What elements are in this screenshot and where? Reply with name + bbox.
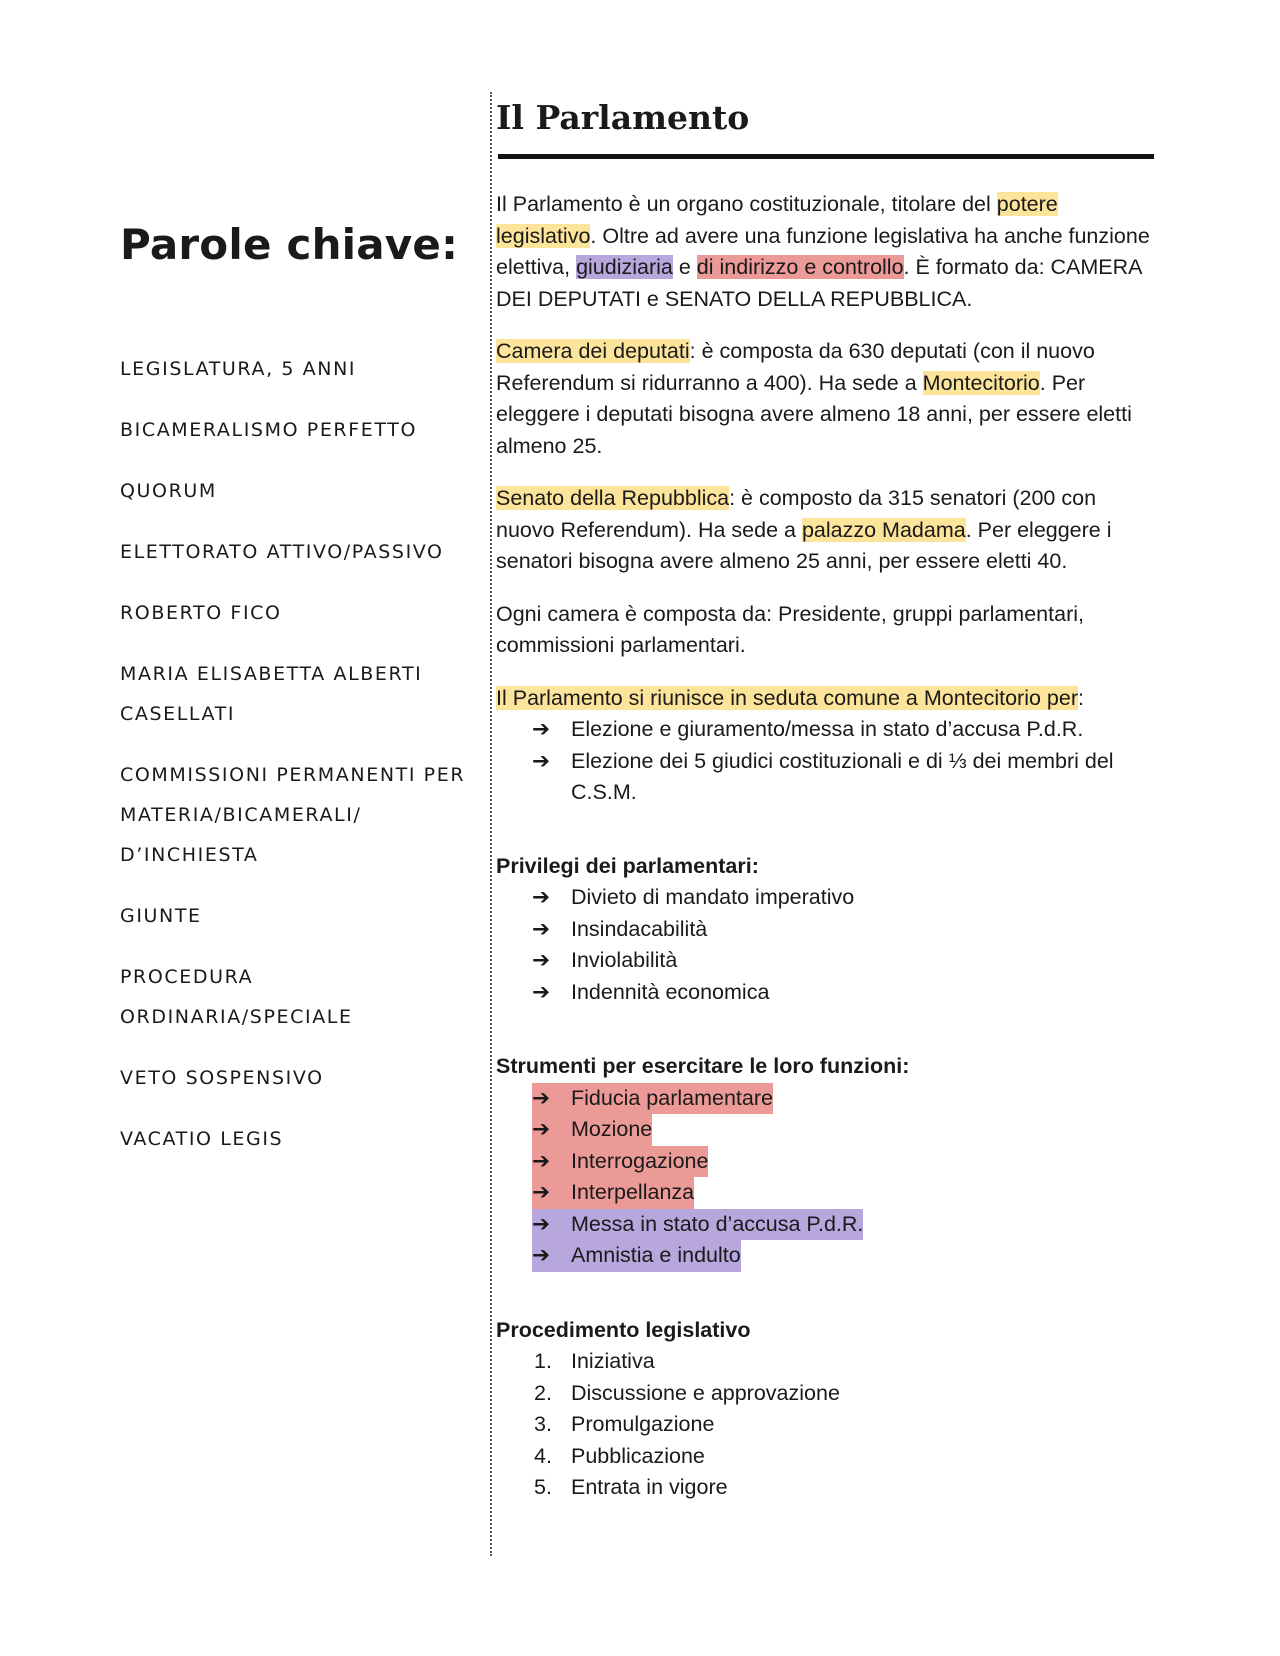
list-item	[496, 1346, 1156, 1378]
list-item	[532, 1083, 773, 1115]
keyword-item: COMMISSIONI PERMANENTI PER MATERIA/BICAMERALI/ D’INCHIESTA	[120, 764, 466, 866]
keyword-item: ROBERTO FICO	[120, 602, 282, 624]
procedimento-list	[496, 1346, 1156, 1504]
composizione-paragraph: Ogni camera è composta da: Presidente, gruppi parlamentari, commissioni parlamentari.	[496, 601, 1084, 657]
arrow-icon: ➔	[532, 1117, 551, 1141]
highlight-palazzo-madama: palazzo Madama	[801, 517, 966, 542]
keyword-item: BICAMERALISMO PERFETTO	[120, 419, 417, 441]
keyword-item: ELETTORATO ATTIVO/PASSIVO	[120, 541, 444, 563]
list-item	[496, 914, 1156, 946]
keywords-sidebar	[120, 220, 480, 1180]
highlight-giudiziaria: giudiziaria	[576, 255, 673, 279]
list-item	[496, 977, 1156, 1009]
list-item-text: Divieto di mandato imperativo	[571, 885, 855, 909]
list-item-text: Inviolabilità	[571, 948, 678, 972]
privilegi-list	[496, 882, 1156, 1008]
list-item	[496, 1378, 1156, 1410]
list-item	[532, 1114, 652, 1146]
arrow-icon: ➔	[532, 885, 551, 909]
highlight-potere-legislativo: potere legislativo	[496, 192, 1058, 248]
list-number: 1.	[534, 1349, 552, 1373]
list-item-text: Indennità economica	[571, 979, 770, 1004]
camera-text: : è composta da 630 deputati (con il nuovo Referendum si ridurranno a 400). Ha sede a	[496, 339, 1095, 395]
arrow-icon: ➔	[532, 1085, 551, 1110]
sidebar-title: Parole chiave:	[120, 220, 459, 269]
seduta-colon: :	[1077, 685, 1084, 710]
arrow-icon: ➔	[532, 916, 551, 941]
highlight-camera-deputati: Camera dei deputati	[496, 339, 690, 363]
arrow-icon: ➔	[532, 1180, 551, 1204]
list-item-text: Iniziativa	[571, 1349, 655, 1373]
privilegi-heading: Privilegi dei parlamentari:	[496, 853, 759, 878]
senato-text: . Per eleggere i senatori bisogna avere almeno 25 anni, per essere eletti 40.	[496, 517, 1112, 573]
list-item-text: Promulgazione	[571, 1412, 715, 1436]
intro-paragraph	[496, 189, 1156, 315]
title-rule	[498, 154, 1154, 159]
list-item	[532, 1146, 708, 1178]
list-item	[496, 746, 1156, 809]
highlight-seduta-comune: Il Parlamento si riunisce in seduta comune a Montecitorio per	[496, 685, 1078, 710]
list-item	[496, 1441, 1156, 1473]
seduta-intro	[496, 683, 1156, 715]
list-item	[496, 882, 1156, 914]
keyword-item: MARIA ELISABETTA ALBERTI CASELLATI	[120, 663, 423, 725]
list-item-text: Mozione	[571, 1117, 653, 1141]
list-item-text: Entrata in vigore	[571, 1475, 728, 1499]
list-item	[496, 1472, 1156, 1504]
procedimento-heading: Procedimento legislativo	[496, 1317, 751, 1342]
page-title: Il Parlamento	[496, 98, 750, 137]
list-item-text: Interrogazione	[571, 1148, 709, 1173]
highlight-montecitorio: Montecitorio	[922, 370, 1040, 395]
main-content	[496, 96, 1156, 1535]
list-item	[496, 945, 1156, 977]
keyword-item: PROCEDURA ORDINARIA/SPECIALE	[120, 966, 353, 1028]
strumenti-heading: Strumenti per esercitare le loro funzioni:	[496, 1054, 910, 1078]
column-divider	[490, 92, 492, 1556]
keyword-item: GIUNTE	[120, 905, 202, 927]
list-number: 3.	[534, 1412, 552, 1436]
list-item-text: Elezione e giuramento/messa in stato d’accusa P.d.R.	[571, 717, 1084, 741]
list-item	[496, 1409, 1156, 1441]
keyword-item: QUORUM	[120, 480, 217, 502]
seduta-list	[496, 714, 1156, 809]
list-item	[532, 1240, 741, 1272]
list-number: 2.	[534, 1380, 552, 1405]
list-item-text: Interpellanza	[571, 1180, 695, 1204]
intro-text: Il Parlamento è un organo costituzionale, titolare del	[496, 192, 997, 216]
strumenti-list	[496, 1083, 1156, 1272]
list-item	[496, 714, 1156, 746]
keyword-item: VACATIO LEGIS	[120, 1128, 284, 1150]
list-item	[532, 1177, 694, 1209]
list-number: 5.	[534, 1475, 552, 1499]
list-item	[532, 1209, 863, 1241]
arrow-icon: ➔	[532, 1243, 551, 1267]
list-item-text: Messa in stato d’accusa P.d.R.	[571, 1211, 864, 1236]
camera-text: . Per eleggere i deputati bisogna avere almeno 18 anni, per essere eletti almeno 25.	[496, 370, 1132, 458]
intro-text: . È formato da: CAMERA DEI DEPUTATI e SENATO DELLA REPUBBLICA.	[496, 255, 1142, 311]
arrow-icon: ➔	[532, 717, 551, 741]
intro-text: . Oltre ad avere una funzione legislativa ha anche funzione elettiva,	[496, 223, 1150, 279]
arrow-icon: ➔	[532, 979, 551, 1004]
list-item-text: Amnistia e indulto	[571, 1243, 741, 1267]
list-number: 4.	[534, 1443, 552, 1468]
arrow-icon: ➔	[532, 948, 551, 972]
list-item-text: Elezione dei 5 giudici costituzionali e di ⅓ dei membri del C.S.M.	[571, 748, 1114, 804]
list-item-text: Pubblicazione	[571, 1443, 705, 1468]
camera-paragraph	[496, 336, 1156, 462]
highlight-senato: Senato della Repubblica	[496, 486, 730, 510]
senato-text: : è composto da 315 senatori (200 con nuovo Referendum). Ha sede a	[496, 486, 1097, 542]
keyword-item: LEGISLATURA, 5 ANNI	[120, 358, 357, 380]
keyword-list	[120, 349, 480, 1159]
arrow-icon: ➔	[532, 748, 551, 773]
arrow-icon: ➔	[532, 1211, 551, 1236]
highlight-indirizzo-controllo: di indirizzo e controllo	[696, 255, 904, 279]
list-item-text: Discussione e approvazione	[571, 1380, 840, 1405]
list-item-text: Fiducia parlamentare	[571, 1085, 773, 1110]
senato-paragraph	[496, 483, 1156, 578]
intro-text: e	[672, 255, 697, 279]
list-item-text: Insindacabilità	[571, 916, 708, 941]
arrow-icon: ➔	[532, 1148, 551, 1173]
keyword-item: VETO SOSPENSIVO	[120, 1067, 324, 1089]
